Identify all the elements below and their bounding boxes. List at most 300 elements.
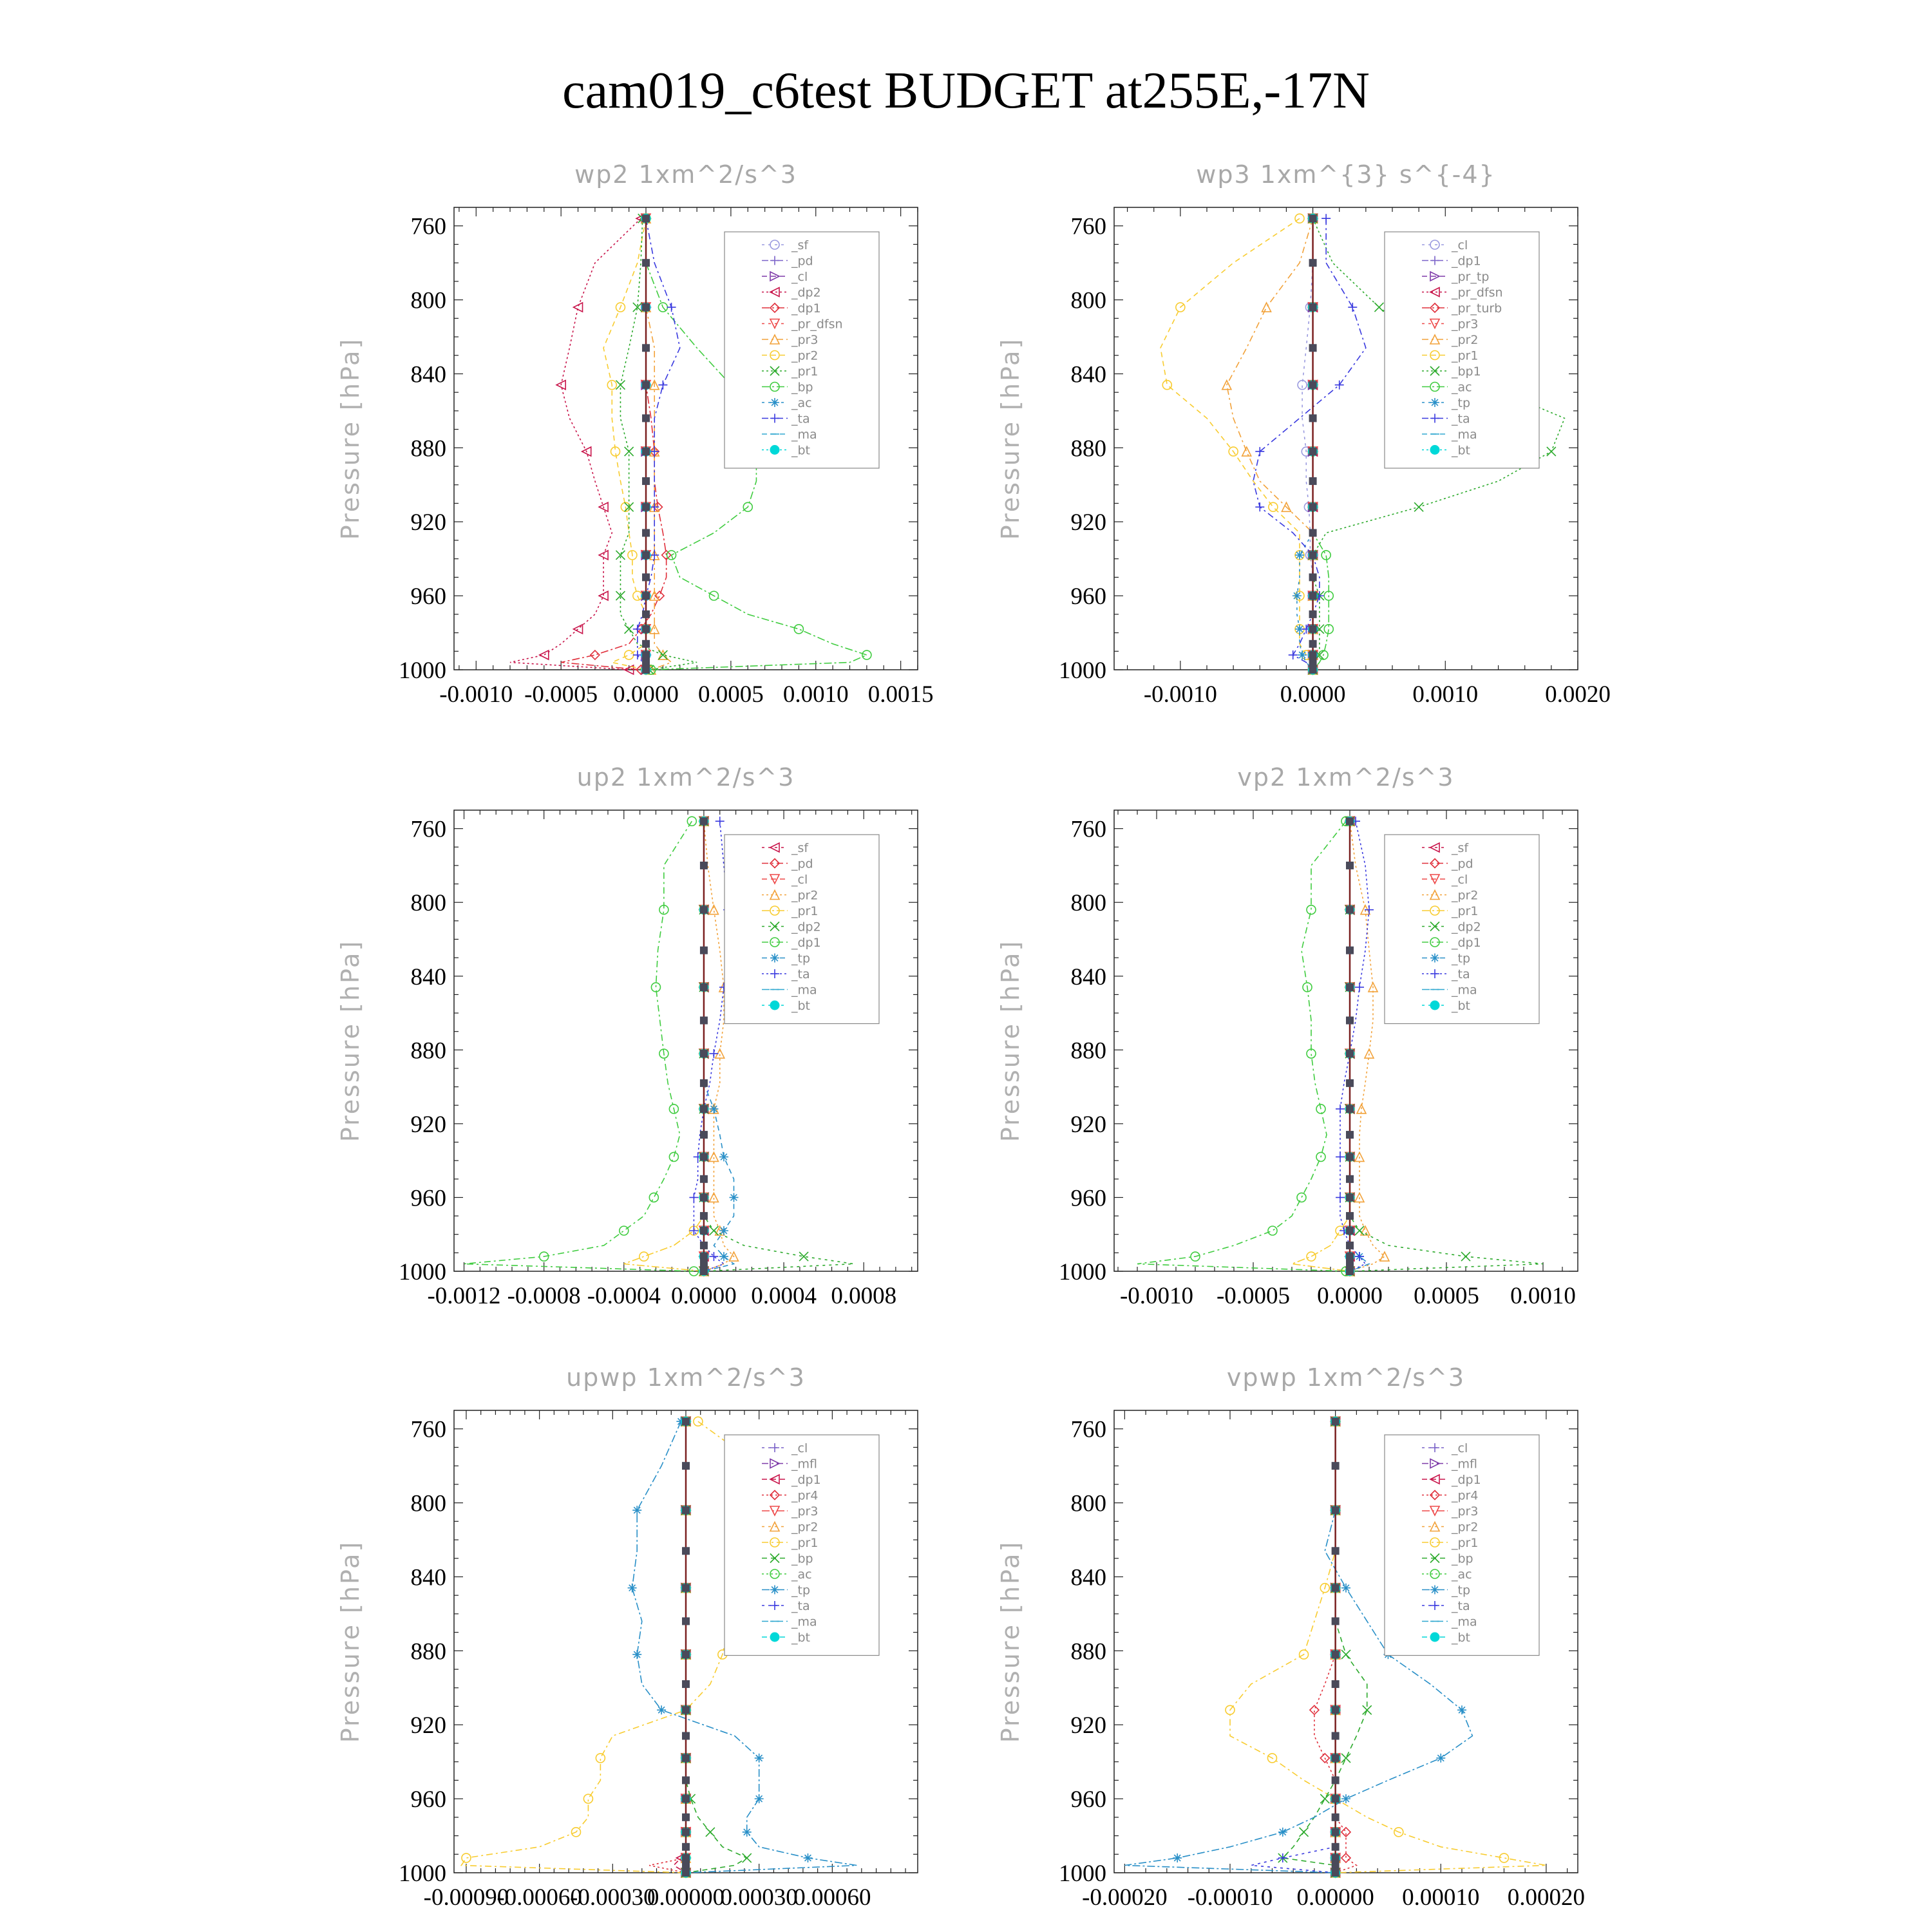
series-dp2 [510,214,645,674]
y-tick-label: 880 [1070,1037,1106,1065]
legend-label: _ma [791,428,817,442]
zero-marker [1309,381,1317,389]
data-point [1348,303,1357,312]
x-tick-label: -0.0005 [524,681,598,708]
zero-marker [642,529,650,536]
x-tick-label: 0.0000 [613,681,679,708]
zero-marker [1332,1869,1340,1877]
y-tick-label: 1000 [399,1861,446,1887]
series-line [464,821,694,1271]
zero-marker [682,1506,690,1514]
zero-marker [1309,659,1317,667]
y-tick-label: 840 [410,963,446,990]
y-tick-label: 960 [410,1185,446,1212]
series-ta [1253,214,1366,674]
data-point [1355,983,1364,992]
legend-label: _cl [791,1441,808,1455]
legend-label: _bp [791,380,813,395]
data-point [1293,591,1302,600]
legend-label: _pr2 [1452,888,1479,903]
zero-marker [1309,666,1317,674]
zero-marker [1332,1843,1340,1851]
data-point [743,1828,752,1837]
zero-marker [1309,551,1317,559]
legend-label: _pr_dfsn [1452,285,1503,300]
series-pr1 [1292,817,1354,1276]
data-point [755,1794,764,1803]
zero-marker [1346,947,1354,954]
data-point [794,625,803,634]
y-tick-label: 760 [1070,1416,1106,1443]
zero-marker [1332,1506,1340,1514]
zero-marker [1309,651,1317,659]
legend-label: _pr1 [1452,348,1479,363]
y-tick-label: 920 [410,1111,446,1138]
data-point [1310,1705,1319,1714]
series-line [620,218,697,670]
zero-marker [1309,573,1317,581]
zero-marker [682,1680,690,1688]
series-line [510,218,641,670]
data-point [1547,447,1556,456]
data-point [1320,1794,1329,1803]
series-pr4 [649,1417,690,1877]
legend-label: _tp [791,1583,811,1598]
zero-marker [1332,1732,1340,1739]
legend-label: _pr2 [791,1520,819,1535]
zero-marker [642,573,650,581]
zero-marker [1309,303,1317,311]
x-tick-label: 0.00000 [1296,1884,1374,1911]
data-point [540,650,549,659]
series-cl [1298,214,1317,674]
legend-label: _dp2 [791,285,821,300]
zero-marker [1332,1706,1340,1714]
data-point [650,447,659,456]
legend-label: _ac [791,1567,812,1582]
y-tick-label: 760 [1070,213,1106,240]
legend-label: _pr_dfsn [791,317,843,332]
zero-marker [1332,1584,1340,1592]
zero-marker [700,1267,708,1275]
data-point [1278,1828,1287,1837]
zero-marker [700,1242,708,1249]
zero-marker [642,448,650,455]
data-point [1307,905,1316,914]
series-line [461,1421,759,1873]
y-axis-label: Pressure [hPa] [996,939,1025,1142]
legend-label: _dp1 [1452,936,1481,950]
zero-marker [642,259,650,267]
data-point [1307,1252,1316,1261]
data-point [651,983,660,992]
legend-label: _pr3 [791,333,819,347]
zero-marker [1332,1462,1340,1470]
series-pr2 [603,214,650,674]
legend-label: _pd [791,254,813,269]
data-point [628,1584,637,1593]
data-point [1336,1193,1345,1202]
data-point [755,1754,764,1763]
legend-marker [1430,1001,1439,1010]
zero-marker [1309,611,1317,618]
legend-label: _pd [1452,857,1473,871]
y-tick-label: 1000 [1059,1259,1106,1285]
data-point [1341,1828,1350,1837]
zero-marker [642,381,650,389]
zero-marker [700,1079,708,1087]
zero-marker [700,1227,708,1235]
legend-label: _pr_tp [1452,270,1490,284]
legend-marker [770,954,779,963]
zero-marker [682,1828,690,1836]
data-point [719,1252,728,1261]
zero-marker [700,817,708,825]
legend-label: _pr1 [791,1536,819,1550]
x-tick-label: 0.0015 [867,681,934,708]
legend [724,232,879,468]
legend-label: _pr1 [1452,1536,1479,1550]
x-tick-label: -0.0012 [427,1283,501,1309]
legend-label: _pr4 [1452,1488,1479,1503]
series-line [561,218,667,670]
data-point [1341,1650,1350,1659]
zero-marker [700,1175,708,1183]
series-line [1340,821,1369,1271]
x-tick-label: -0.00030 [570,1884,656,1911]
y-axis-label: Pressure [hPa] [336,939,365,1142]
legend-marker [1430,1586,1439,1595]
series-line [649,1421,686,1873]
x-tick-label: 0.0020 [1545,681,1611,708]
legend-label: _ma [1452,983,1477,998]
zero-marker [682,1814,690,1821]
x-tick-label: -0.00060 [497,1884,582,1911]
data-point [1363,1705,1372,1714]
legend-label: _tp [791,951,811,966]
zero-marker [700,1153,708,1160]
zero-marker [682,1584,690,1592]
zero-marker [1346,1253,1354,1260]
zero-marker [642,651,650,659]
legend-label: _ta [791,412,810,426]
series-pr1 [624,817,708,1276]
zero-marker [1332,1776,1340,1784]
y-tick-label: 760 [410,816,446,843]
legend-label: _mfl [791,1457,817,1472]
data-point [1499,1853,1508,1862]
legend-label: _dp1 [1452,1473,1481,1487]
data-point [1298,381,1307,390]
data-point [706,1828,715,1837]
y-tick-label: 880 [410,435,446,462]
legend-label: _bt [1452,1631,1471,1645]
zero-marker [682,1617,690,1625]
legend-marker [770,1001,779,1010]
legend-label: _pr4 [791,1488,819,1503]
panel-title: up2 1xm^2/s^3 [576,763,795,791]
panel-4 [996,763,1578,1309]
zero-marker [1346,1153,1354,1160]
y-tick-label: 800 [410,890,446,917]
data-point [715,817,724,826]
legend-label: _cl [791,270,808,284]
y-tick-label: 1000 [399,1259,446,1285]
series-pr1 [461,1417,759,1877]
y-tick-label: 840 [410,1564,446,1591]
data-point [1380,1252,1389,1261]
legend-label: _dp1 [1452,254,1481,269]
data-point [583,1794,592,1803]
zero-marker [1346,817,1354,825]
zero-marker [682,1754,690,1762]
legend-label: _pr2 [791,348,819,363]
zero-marker [1309,448,1317,455]
zero-marker [1346,1050,1354,1057]
y-tick-label: 800 [1070,890,1106,917]
zero-marker [700,1212,708,1220]
legend-marker [1430,446,1439,455]
legend-label: _cl [1452,238,1468,252]
legend-label: _bp [791,1551,813,1566]
zero-marker [682,1854,690,1862]
legend-label: _pr1 [791,904,819,918]
zero-marker [1309,592,1317,600]
data-point [1374,303,1383,312]
zero-marker [1346,1016,1354,1024]
legend [1385,835,1539,1024]
zero-marker [700,1105,708,1113]
legend-marker [1430,1633,1439,1642]
y-tick-label: 960 [1070,1185,1106,1212]
zero-marker [682,1706,690,1714]
zero-marker [1309,344,1317,352]
data-point [1341,1853,1350,1862]
y-tick-label: 840 [410,361,446,388]
x-tick-label: 0.00020 [1507,1884,1586,1911]
zero-marker [1346,1105,1354,1113]
series-ta [1336,817,1374,1276]
x-tick-label: -0.0010 [1119,1283,1194,1309]
zero-marker [1346,862,1354,869]
legend-label: _ma [1452,428,1477,442]
legend-label: _ta [1452,967,1470,981]
legend-marker [770,398,779,407]
zero-marker [682,1843,690,1851]
legend-label: _pr1 [1452,904,1479,918]
y-tick-label: 1000 [1059,1861,1106,1887]
x-tick-label: -0.00090 [423,1884,509,1911]
y-tick-label: 960 [410,1786,446,1814]
series-pr2 [1345,817,1389,1276]
x-tick-label: -0.0008 [507,1283,581,1309]
data-point [462,1853,471,1862]
zero-marker [1332,1547,1340,1555]
legend-label: _tp [1452,1583,1471,1598]
legend-label: _ta [1452,1599,1470,1613]
legend-label: _ta [791,1599,810,1613]
series-line [1350,821,1369,1271]
series-line [1253,218,1366,670]
x-tick-label: 0.0000 [1317,1283,1383,1309]
x-tick-label: 0.00010 [1402,1884,1480,1911]
data-point [1300,1828,1309,1837]
series-ta [633,214,680,674]
data-point [1341,1754,1350,1763]
data-point [1289,650,1298,659]
y-tick-label: 880 [1070,1638,1106,1665]
data-point [709,1226,718,1235]
zero-marker [1346,1242,1354,1249]
legend-label: _pr3 [1452,1504,1479,1519]
y-tick-label: 880 [410,1638,446,1665]
data-point [574,625,583,634]
zero-marker [700,983,708,991]
zero-marker [1309,503,1317,511]
zero-marker [1332,1828,1340,1836]
legend-label: _ta [791,967,810,981]
panel-title: vpwp 1xm^2/s^3 [1226,1363,1466,1392]
panel-1 [336,160,934,708]
zero-marker [1309,259,1317,267]
x-tick-label: 0.0005 [698,681,764,708]
series-line [1137,821,1346,1271]
series-bp [1278,1417,1372,1877]
zero-marker [1346,1227,1354,1235]
legend-label: _dp2 [791,920,821,934]
legend-label: _sf [791,841,809,855]
series-pr4 [1310,1417,1356,1877]
data-point [743,1853,752,1862]
zero-marker [1332,1854,1340,1862]
legend-label: _ac [1452,1567,1472,1582]
zero-marker [1346,1212,1354,1220]
data-point [1298,650,1307,659]
zero-marker [1309,414,1317,422]
zero-marker [642,640,650,648]
zero-marker [682,1732,690,1739]
data-point [1242,447,1251,456]
y-tick-label: 920 [410,1712,446,1739]
y-tick-label: 840 [1070,963,1106,990]
series-dp1 [674,1417,690,1877]
legend-label: _mfl [1452,1457,1477,1472]
legend-label: _ac [1452,380,1472,395]
zero-marker [642,592,650,600]
y-tick-label: 800 [410,1490,446,1517]
zero-marker [1332,1680,1340,1688]
data-point [639,1252,649,1261]
series-tp [1345,817,1369,1276]
zero-marker [1332,1814,1340,1821]
legend-label: _cl [1452,1441,1468,1455]
x-tick-label: -0.0010 [439,681,513,708]
y-tick-label: 1000 [399,658,446,684]
x-tick-label: -0.0010 [1143,681,1217,708]
panel-2 [996,160,1611,708]
y-tick-label: 960 [1070,583,1106,611]
data-point [658,381,667,390]
x-tick-label: 0.0010 [782,681,849,708]
legend-label: _dp2 [1452,920,1481,934]
x-tick-label: -0.0005 [1216,1283,1291,1309]
y-tick-label: 920 [410,509,446,536]
legend [724,835,879,1024]
legend-label: _pd [791,857,813,871]
legend-marker [770,446,779,455]
data-point [1414,502,1423,511]
zero-marker [1309,640,1317,648]
y-tick-label: 920 [1070,1111,1106,1138]
legend-label: _pr3 [1452,317,1479,332]
y-tick-label: 960 [1070,1786,1106,1814]
legend-label: _bt [791,999,811,1013]
panel-title: upwp 1xm^2/s^3 [566,1363,806,1392]
zero-marker [700,1050,708,1057]
legend-label: _ta [1452,412,1470,426]
zero-marker [1309,625,1317,633]
legend-label: _cl [791,873,808,887]
zero-marker [642,414,650,422]
legend-label: _pr2 [1452,1520,1479,1535]
zero-marker [642,625,650,633]
x-tick-label: -0.00010 [1187,1884,1273,1911]
data-point [574,303,583,312]
data-point [1262,303,1271,312]
zero-marker [700,1131,708,1139]
data-point [1321,214,1331,223]
data-point [1341,1794,1350,1803]
x-tick-label: 0.0004 [751,1283,817,1309]
data-point [1457,1705,1466,1714]
zero-marker [1346,1267,1354,1275]
data-point [657,1705,666,1714]
series-line [674,1421,686,1873]
x-tick-label: 0.0010 [1510,1283,1576,1309]
data-point [669,1152,678,1161]
data-point [633,625,642,634]
legend-label: _ma [791,983,817,998]
zero-marker [642,214,650,222]
y-axis-label: Pressure [hPa] [336,1540,365,1743]
legend-marker [1430,398,1439,407]
x-tick-label: 0.00060 [793,1884,871,1911]
legend [1385,232,1539,468]
y-tick-label: 960 [410,583,446,611]
zero-marker [1332,1862,1340,1870]
x-tick-label: 0.0005 [1414,1283,1479,1309]
data-point [862,650,871,659]
data-point [591,650,600,659]
data-point [625,625,634,634]
zero-marker [1332,1417,1340,1425]
data-point [632,1650,641,1659]
zero-marker [700,906,708,914]
zero-marker [642,303,650,311]
legend-label: _pr2 [1452,333,1479,347]
legend-label: _dp1 [791,301,821,316]
legend-label: _pr1 [791,365,819,379]
zero-marker [1332,1754,1340,1762]
legend-label: _cl [1452,873,1468,887]
y-tick-label: 800 [410,287,446,314]
zero-marker [682,1417,690,1425]
zero-marker [1332,1795,1340,1803]
zero-marker [1346,983,1354,991]
series-line [1313,218,1329,670]
y-tick-label: 920 [1070,1712,1106,1739]
series-dp1 [464,817,699,1276]
